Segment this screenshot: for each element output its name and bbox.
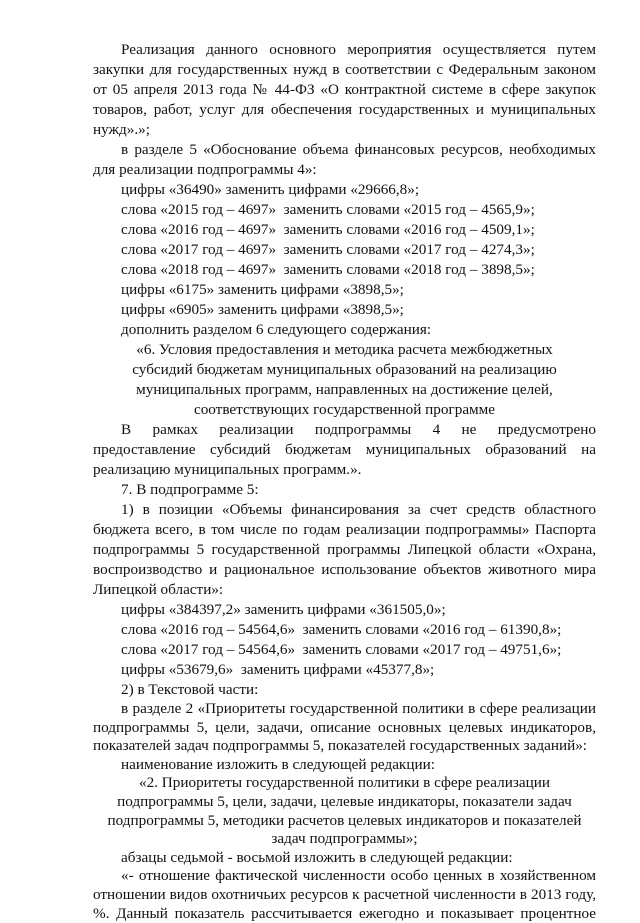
text-line: в разделе 5 «Обоснование объема финансовых ресурсов, необходимых	[121, 141, 596, 158]
text-line: слова «2016 год – 4697» заменить словами «2016 год – 4509,1»;	[121, 221, 535, 238]
text-line: закупки для государственных нужд в соответствии с Федеральным законом	[93, 61, 596, 78]
text-line: Реализация данного основного мероприятия осуществляется путем	[121, 41, 596, 58]
text-line: отношении видов охотничьих ресурсов к расчетной численности в 2013 году,	[93, 886, 596, 903]
text-line: реализацию муниципальных программ.».	[93, 461, 362, 478]
text-line: абзацы седьмой - восьмой изложить в следующей редакции:	[121, 848, 513, 866]
text-line: нужд».»;	[93, 121, 150, 138]
text-line: наименование изложить в следующей редакции:	[121, 755, 435, 773]
text-line: товаров, работ, услуг для обеспечения государственных и муниципальных	[93, 101, 596, 118]
text-line: подпрограммы 5 государственной программы Липецкой области «Охрана,	[93, 541, 596, 558]
text-line: в разделе 2 «Приоритеты государственной политики в сфере реализации	[121, 700, 596, 717]
text-line: бюджета всего, в том числе по годам реализации подпрограммы» Паспорта	[93, 521, 596, 538]
text-line: воспроизводство и рациональное использование объектов животного мира	[93, 561, 596, 578]
text-line: цифры «6175» заменить цифрами «3898,5»;	[121, 281, 404, 298]
section-heading-line: подпрограммы 5, методики расчетов целевых индикаторов и показателей	[107, 811, 582, 829]
section-heading-line: соответствующих государственной программе	[193, 401, 496, 418]
section-heading-line: субсидий бюджетам муниципальных образований на реализацию	[132, 361, 557, 378]
text-line: Липецкой области»:	[93, 581, 224, 598]
text-line: цифры «53679,6» заменить цифрами «45377,8»;	[121, 661, 435, 678]
text-line: цифры «6905» заменить цифрами «3898,5»;	[121, 301, 404, 318]
text-line: 2) в Текстовой части:	[121, 681, 259, 698]
text-line: «- отношение фактической численности особо ценных в хозяйственном	[121, 867, 596, 885]
text-line: %. Данный показатель рассчитывается ежегодно и показывает процентное	[93, 904, 596, 922]
text-line: цифры «36490» заменить цифрами «29666,8»;	[121, 181, 420, 198]
text-line: 7. В подпрограмме 5:	[121, 481, 259, 498]
text-line: предоставление субсидий бюджетам муниципальных образований на	[93, 441, 596, 458]
section-heading-line: задач подпрограммы»;	[271, 830, 418, 848]
text-line: 1) в позиции «Объемы финансирования за счет средств областного	[121, 501, 596, 518]
section-heading-line: муниципальных программ, направленных на достижение целей,	[136, 381, 553, 398]
text-line: слова «2015 год – 4697» заменить словами «2015 год – 4565,9»;	[121, 201, 535, 218]
text-line: слова «2016 год – 54564,6» заменить словами «2016 год – 61390,8»;	[121, 621, 562, 638]
section-heading-line: «6. Условия предоставления и методика расчета межбюджетных	[136, 341, 553, 358]
text-line: от 05 апреля 2013 года № 44-ФЗ «О контрактной системе в сфере закупок	[93, 81, 596, 98]
text-line: слова «2017 год – 54564,6» заменить словами «2017 год – 49751,6»;	[121, 641, 562, 658]
section-heading-line: «2. Приоритеты государственной политики в сфере реализации	[139, 774, 550, 792]
text-line: дополнить разделом 6 следующего содержания:	[121, 321, 432, 338]
text-line: слова «2018 год – 4697» заменить словами «2018 год – 3898,5»;	[121, 261, 535, 278]
section-heading-line: подпрограммы 5, цели, задачи, целевые индикаторы, показатели задач	[117, 793, 572, 810]
text-line: слова «2017 год – 4697» заменить словами «2017 год – 4274,3»;	[121, 241, 535, 258]
text-line: показателей задач подпрограммы 5, показателей государственных заданий»:	[93, 737, 588, 755]
text-line: В рамках реализации подпрограммы 4 не предусмотрено	[121, 421, 596, 438]
text-line: подпрограммы 5, цели, задачи, описание основных целевых индикаторов,	[93, 718, 596, 736]
text-line: для реализации подпрограммы 4»:	[93, 161, 317, 178]
text-line: цифры «384397,2» заменить цифрами «361505,0»;	[121, 601, 446, 618]
